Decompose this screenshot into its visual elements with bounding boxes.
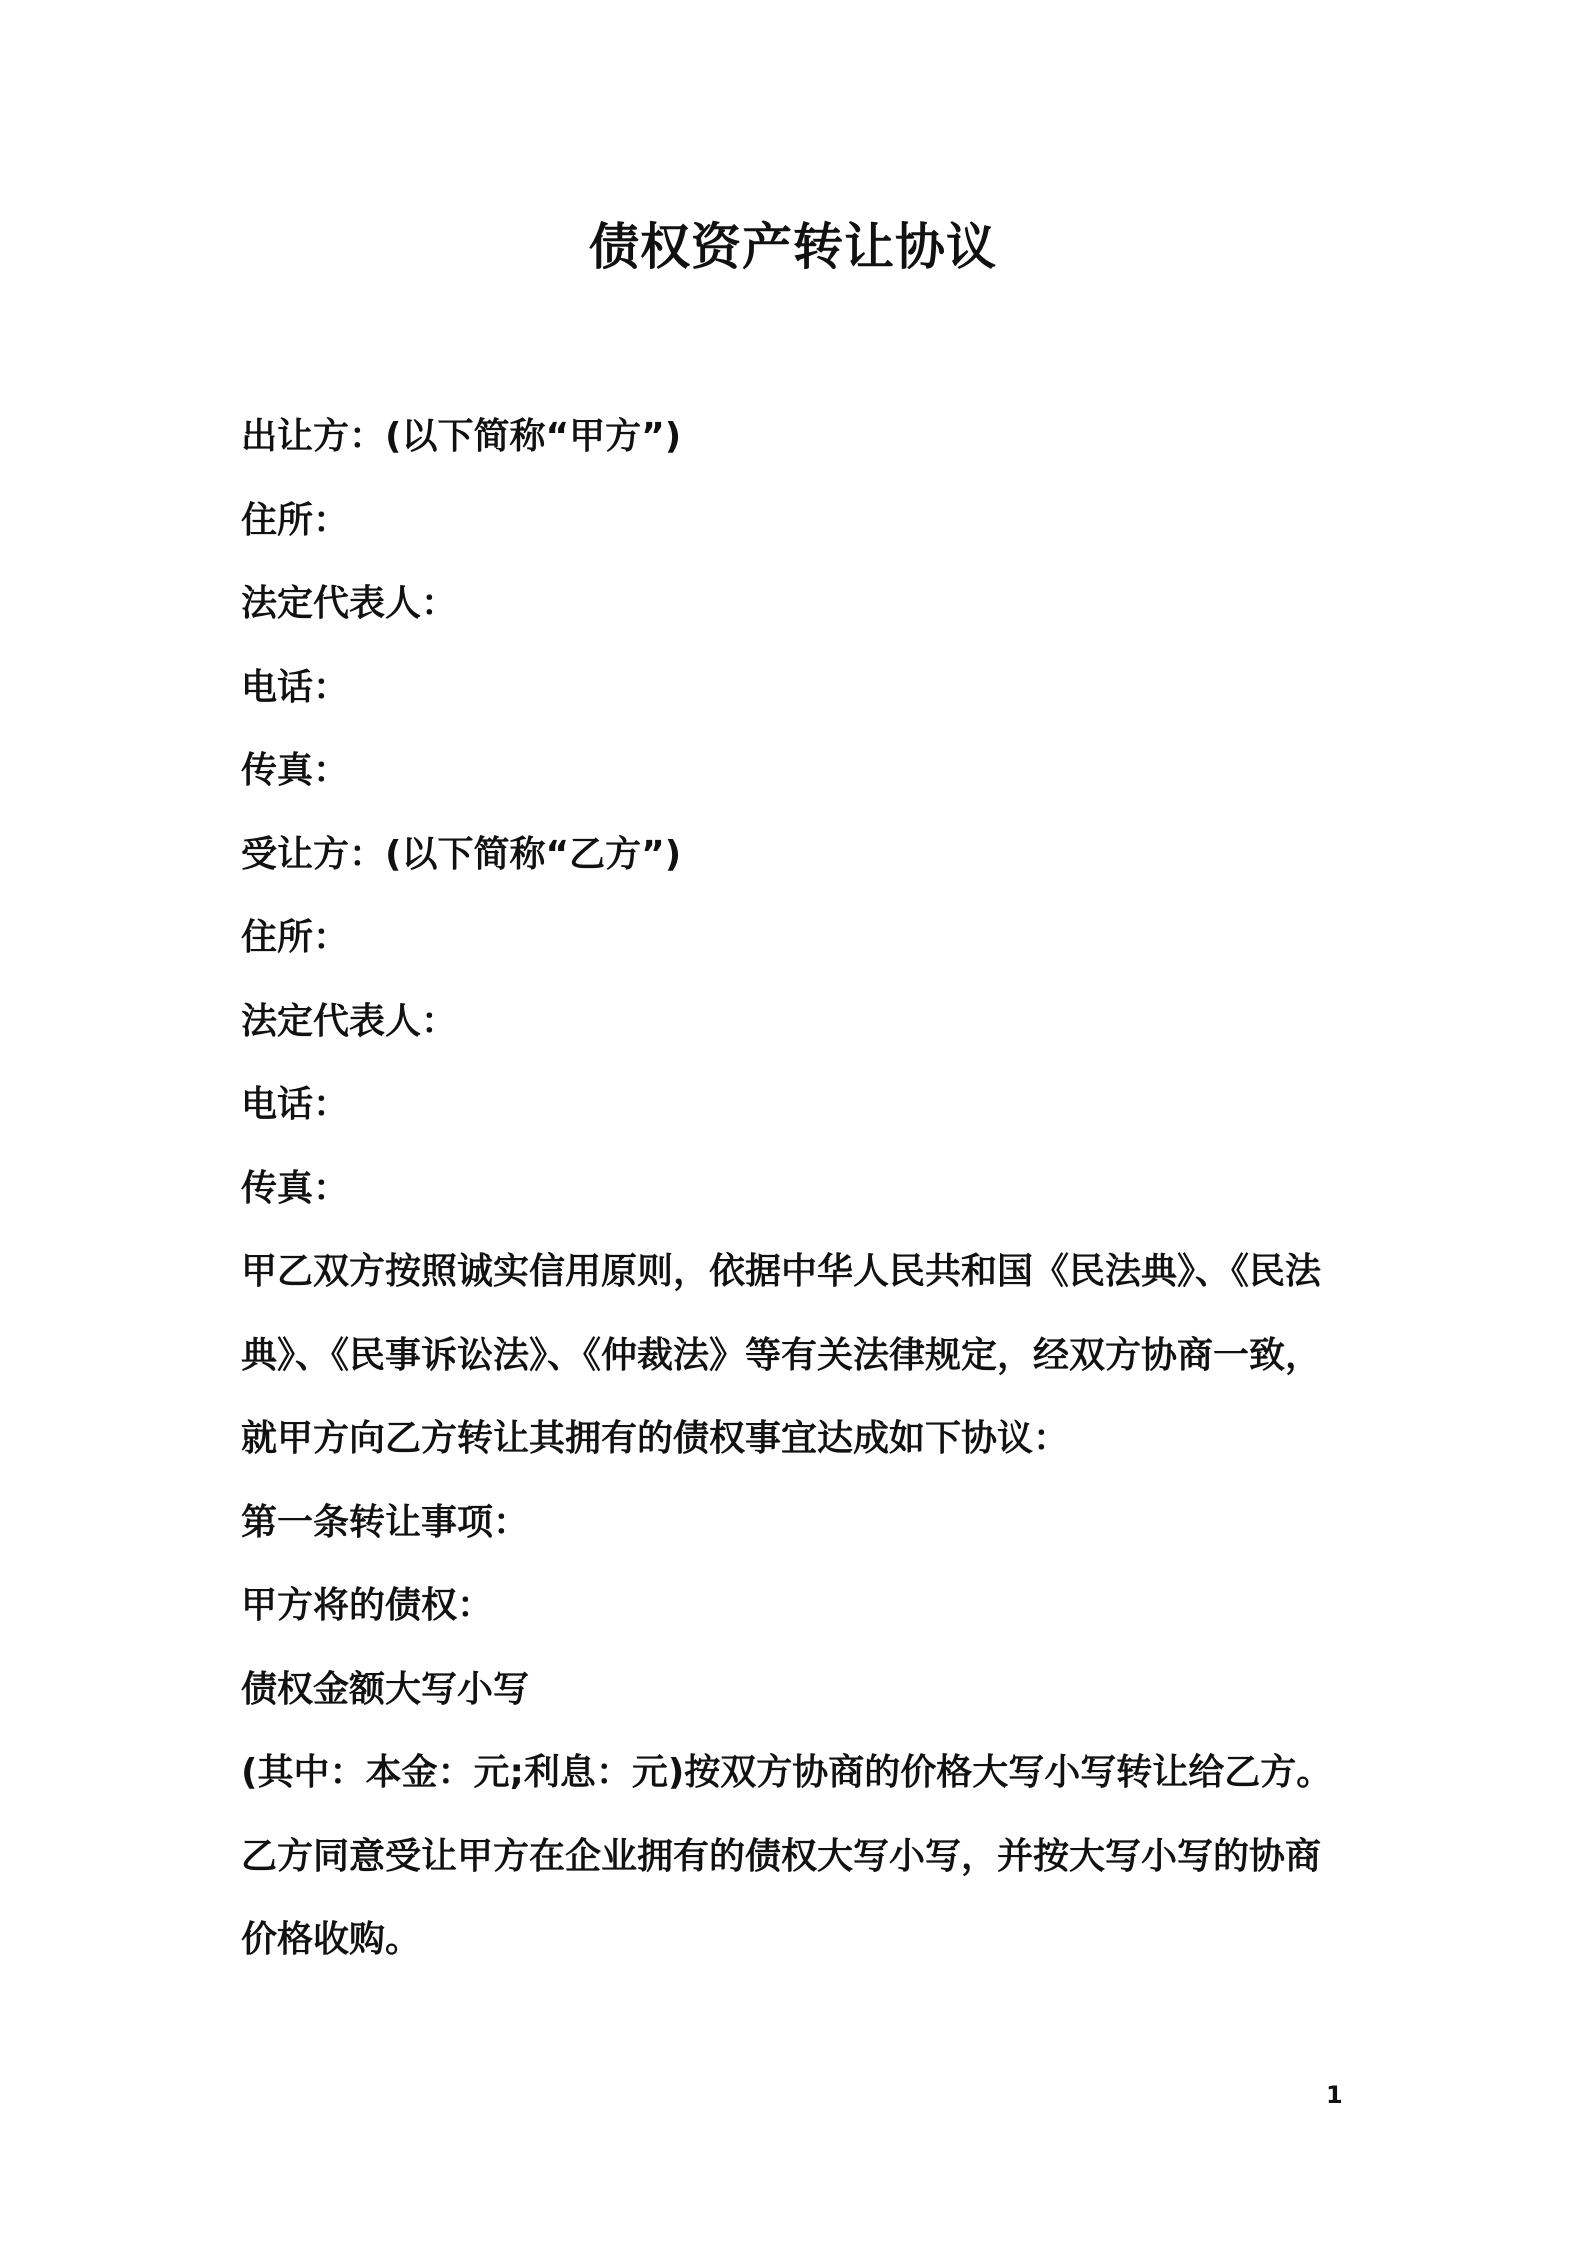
transferor-phone-line: 电话： — [241, 666, 350, 708]
page-number: 1 — [1326, 2081, 1343, 2109]
preamble-line-2: 典》、《民事诉讼法》、《仲裁法》等有关法律规定，经双方协商一致， — [241, 1334, 1322, 1376]
transferor-line: 出让方：(以下简称“甲方”) — [241, 416, 682, 457]
document-title: 债权资产转让协议 — [589, 218, 997, 276]
article-one-line-4: 乙方同意受让甲方在企业拥有的债权大写小写，并按大写小写的协商 — [241, 1835, 1322, 1877]
transferor-address-line: 住所： — [241, 499, 350, 541]
transferee-phone-line: 电话： — [241, 1084, 350, 1125]
preamble-line-1: 甲乙双方按照诚实信用原则，依据中华人民共和国《民法典》、《民法 — [241, 1251, 1322, 1292]
transferor-fax-line: 传真： — [241, 750, 350, 791]
article-one-heading: 第一条转让事项： — [241, 1501, 530, 1543]
preamble-line-3: 就甲方向乙方转让其拥有的债权事宜达成如下协议： — [241, 1418, 1070, 1459]
article-one-line-1: 甲方将的债权： — [241, 1585, 494, 1626]
article-one-line-5: 价格收购。 — [241, 1919, 422, 1960]
transferee-line: 受让方：(以下简称“乙方”) — [241, 833, 682, 875]
transferee-fax-line: 传真： — [241, 1167, 350, 1209]
article-one-line-3: (其中：本金：元;利息：元)按双方协商的价格大写小写转让给乙方。 — [241, 1752, 1333, 1793]
article-one-line-2: 债权金额大写小写 — [241, 1668, 530, 1710]
transferor-representative-line: 法定代表人： — [241, 583, 458, 624]
transferee-address-line: 住所： — [241, 917, 350, 958]
document-body — [241, 395, 1361, 1982]
transferee-representative-line: 法定代表人： — [241, 1000, 458, 1042]
